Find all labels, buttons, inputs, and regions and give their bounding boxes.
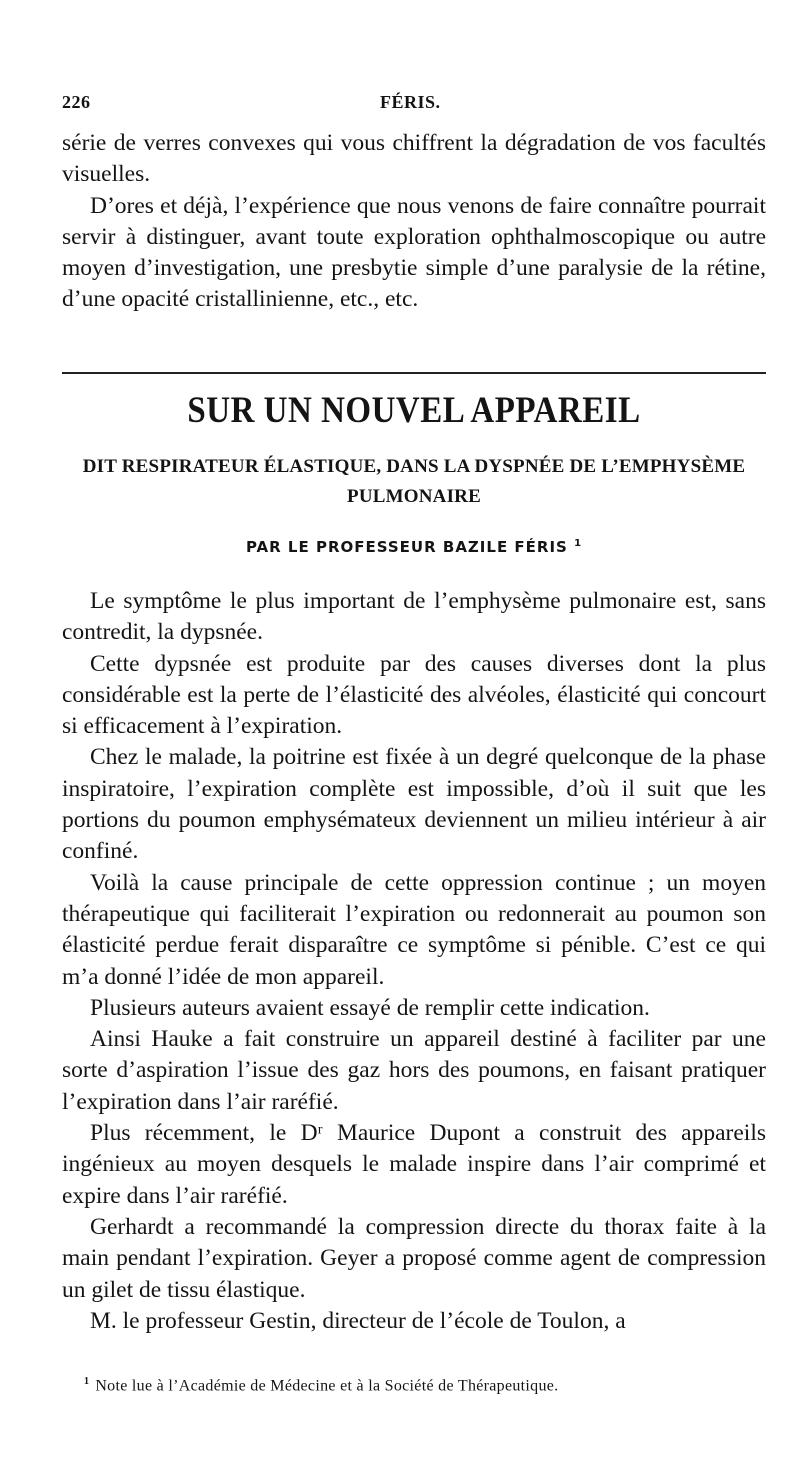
article-body bbox=[62, 586, 766, 1337]
subtitle-line: DIT RESPIRATEUR ÉLASTIQUE, DANS LA DYSPNÉE DE L’EMPHYSÈME bbox=[82, 456, 746, 477]
paragraph: D’ores et déjà, l’expérience que nous venons de faire connaître pourrait servir à distinguer, avant toute exploration ophthalmoscopique ou autre moyen d’investigation, une presbytie simple d’une paralysie de la rétine, d’une opacité cristallinienne, etc., etc. bbox=[62, 192, 766, 313]
paragraph: Chez le malade, la poitrine est fixée à un degré quelconque de la phase inspiratoire, l’expiration complète est impossible, d’où il suit que les portions du poumon emphysémateux deviennent un milieu intérieur à air confiné. bbox=[62, 744, 766, 865]
paragraph: Cette dypsnée est produite par des causes diverses dont la plus considérable est la perte de l’élasticité des alvéoles, élasticité qui concourt si efficacement à l’expiration. bbox=[62, 650, 766, 740]
footnote-marker: 1 bbox=[84, 1376, 90, 1387]
article-subtitle bbox=[62, 452, 766, 512]
paragraph: Ainsi Hauke a fait construire un appareil destiné à faciliter par une sorte d’aspiration l’issue des gaz hors des poumons, en faisant pratiquer l’expiration dans l’air raréfié. bbox=[62, 1026, 766, 1115]
footnote bbox=[84, 1376, 766, 1395]
subtitle-line: PULMONAIRE bbox=[347, 486, 481, 507]
continued-text bbox=[62, 128, 766, 316]
running-title: FÉRIS. bbox=[380, 92, 441, 112]
footnote-text: Note lue à l’Académie de Médecine et à la Société de Thérapeutique. bbox=[95, 1377, 559, 1395]
running-head bbox=[62, 92, 766, 116]
article-byline bbox=[62, 538, 766, 556]
paragraph: Voilà la cause principale de cette oppression continue ; un moyen thérapeutique qui faciliterait l’expiration ou redonnerait au poumon son élasticité perdue ferait disparaître ce symptôme si pénible. C’est ce qui m’a donné l’idée de mon appareil. bbox=[62, 869, 766, 990]
byline-text: PAR LE PROFESSEUR BAZILE FÉRIS bbox=[245, 538, 568, 556]
page-number: 226 bbox=[62, 92, 91, 112]
paragraph: Le symptôme le plus important de l’emphysème pulmonaire est, sans contredit, la dypsnée. bbox=[62, 588, 766, 646]
paragraph: Gerhardt a recommandé la compression directe du thorax faite à la main pendant l’expiration. Geyer a proposé comme agent de compression un gilet de tissu élastique. bbox=[62, 1213, 766, 1303]
paragraph: Plusieurs auteurs avaient essayé de remplir cette indication. bbox=[90, 994, 650, 1021]
article-title: SUR UN NOUVEL APPAREIL bbox=[187, 390, 641, 432]
paragraph: série de verres convexes qui vous chiffrent la dégradation de vos facultés visuelles. bbox=[62, 130, 766, 188]
paragraph: M. le professeur Gestin, directeur de l’école de Toulon, a bbox=[90, 1307, 626, 1334]
section-divider bbox=[62, 372, 766, 374]
book-page bbox=[62, 0, 766, 1466]
paragraph: Plus récemment, le Dʳ Maurice Dupont a construit des appareils ingénieux au moyen desquels le malade inspire dans l’air comprimé et expire dans l’air raréfié. bbox=[62, 1120, 766, 1209]
footnote-reference[interactable]: 1 bbox=[574, 538, 583, 549]
